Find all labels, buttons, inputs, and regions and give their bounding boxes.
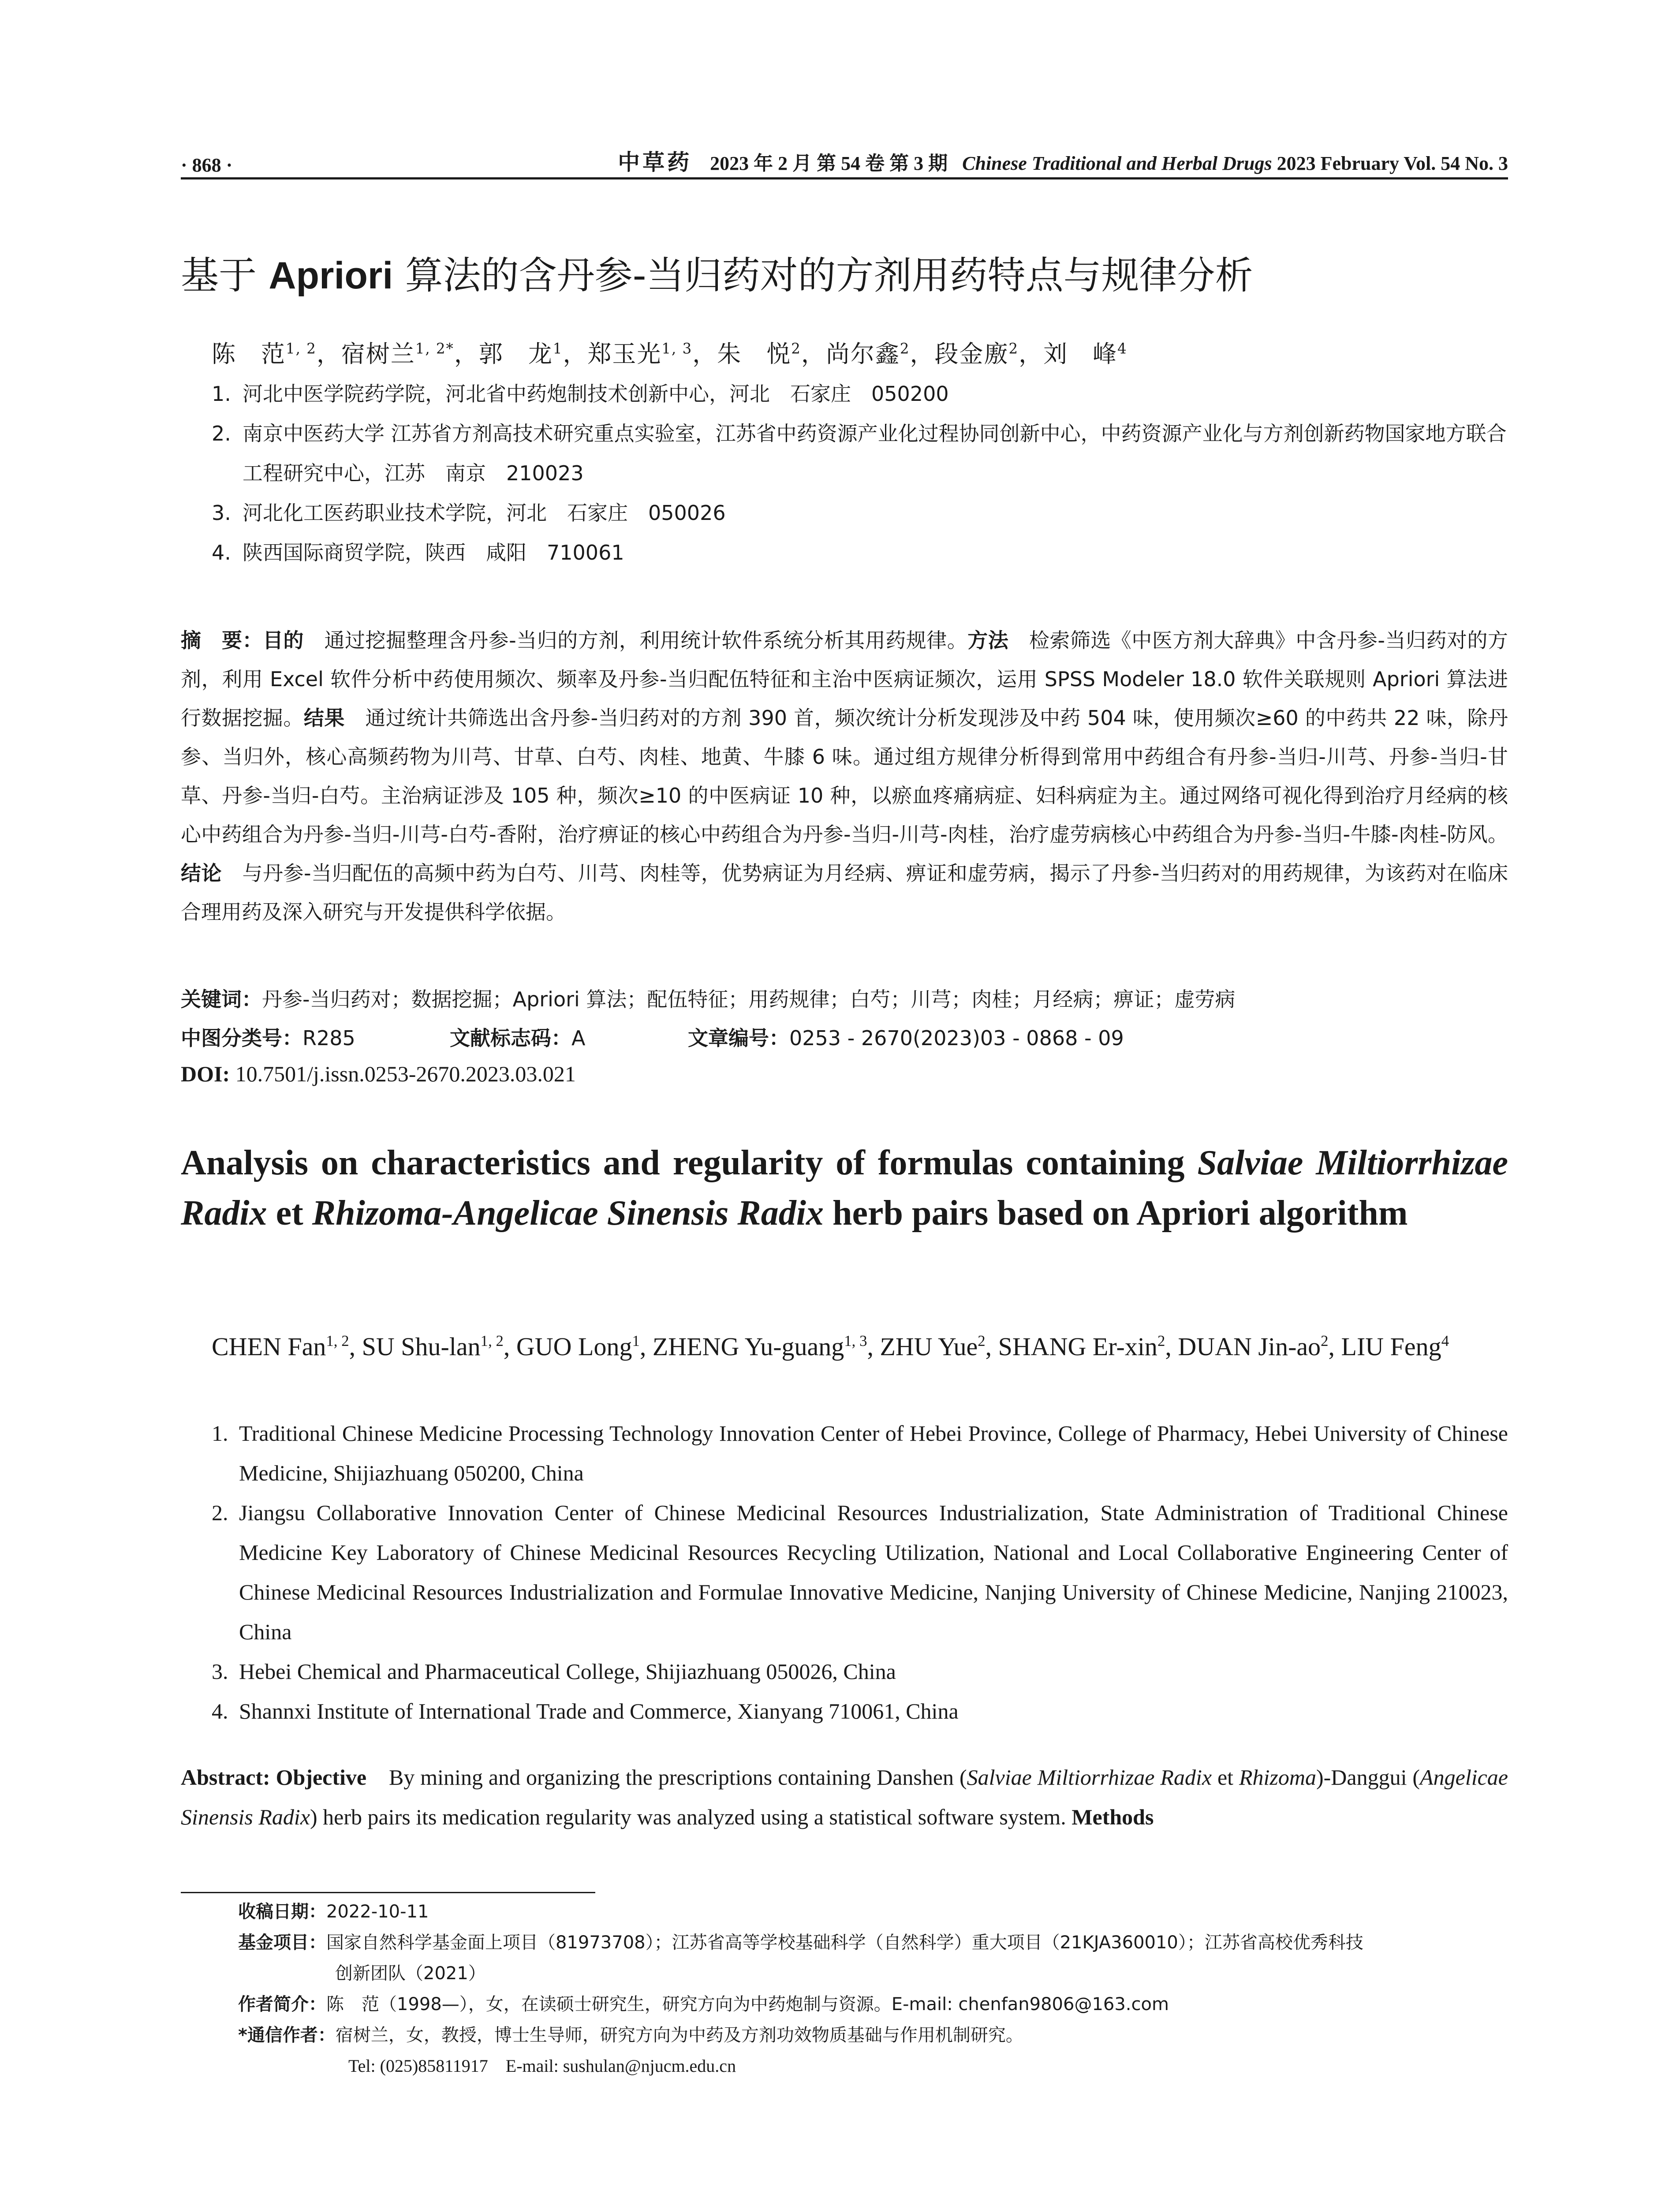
author-affiliation-marker: 1, 2 [286, 340, 317, 357]
author-affiliation-marker: 2 [900, 340, 910, 357]
author-name: 段金廒 [934, 340, 1009, 368]
author-affiliation-marker: 4 [1117, 340, 1127, 357]
author-affiliation-marker: 1, 3 [661, 340, 693, 357]
author-affiliation-marker: 1, 2 [480, 1332, 504, 1350]
author-name: 陈 范 [212, 340, 286, 368]
footnote-fund: 基金项目：国家自然科学基金面上项目（81973708）；江苏省高等学校基础科学（自然科学）重大项目（21KJA360010）；江苏省高校优秀科技 创新团队（2021） [238, 1932, 1363, 1984]
page-number: · 868 · [181, 154, 233, 176]
author-affiliation-marker: 1, 2 [326, 1332, 349, 1350]
author-name: GUO Long [516, 1332, 632, 1361]
affiliation-en-1: 1. Traditional Chinese Medicine Processing Technology Innovation Center of Hebei Province, College of Pharmacy, Hebei University of Chinese Medicine, Shijiazhuang 050200, China [212, 1421, 1508, 1485]
affiliation-en-3: 3. Hebei Chemical and Pharmaceutical College, Shijiazhuang 050026, China [212, 1659, 896, 1684]
footnote-received: 收稿日期：2022-10-11 [238, 1902, 429, 1922]
author-affiliation-marker: 1, 3 [844, 1332, 867, 1350]
author-affiliation-marker: 2 [1321, 1332, 1329, 1350]
header-rule [181, 177, 1508, 179]
title-cn: 基于 Apriori 算法的含丹参-当归药对的方剂用药特点与规律分析 [181, 254, 1253, 298]
affiliation-cn-2: 2. 南京中医药大学 江苏省方剂高技术研究重点实验室，江苏省中药资源产业化过程协同创新中心，中药资源产业化与方剂创新药物国家地方联合工程研究中心，江苏 南京 210023 [212, 422, 1507, 485]
doi-line: DOI: 10.7501/j.issn.0253-2670.2023.03.021 [181, 1061, 576, 1086]
journal-name-en: Chinese Traditional and Herbal Drugs [962, 153, 1272, 174]
footnote-rule [181, 1892, 595, 1893]
running-header [181, 141, 1508, 179]
author-name: SHANG Er-xin [998, 1332, 1157, 1361]
affiliation-cn-1: 1. 河北中医学院药学院，河北省中药炮制技术创新中心，河北 石家庄 050200 [212, 382, 949, 406]
paper-page [181, 0, 1508, 2205]
keywords-cn: 关键词：丹参-当归药对；数据挖掘；Apriori 算法；配伍特征；用药规律；白芍；川芎；肉桂；月经病；痹证；虚劳病 [181, 987, 1236, 1011]
author-name: 郑玉光 [587, 340, 662, 368]
authors-cn: 陈 范$^{1, 2}$，宿树兰$^{1, 2*}$，郭 龙$^1$，郑玉光$^{1, 3}$，朱 悦$^2$，尚尔鑫$^2$，段金廒$^2$，刘 峰$^4$ [212, 340, 1127, 368]
author-name: SU Shu-lan [362, 1332, 481, 1361]
author-affiliation-marker: 2 [1008, 340, 1019, 357]
authors-en: CHEN Fan$^{1, 2}$, SU Shu-lan$^{1, 2}$, GUO Long$^1$, ZHENG Yu-guang$^{1, 3}$, ZHU Yue$^2$, SHANG Er-xin$^2$, DUAN Jin-$ao^2$, LIU Feng$^4$ [212, 1332, 1449, 1361]
footnote-author: 作者简介：陈 范（1998—），女，在读硕士研究生，研究方向为中药炮制与资源。E-mail: chenfan9806@163.com [238, 1994, 1169, 2014]
author-affiliation-marker: 2 [791, 340, 801, 357]
journal-line [618, 145, 1508, 176]
footnote-corresponding: *通信作者：宿树兰，女，教授，博士生导师，研究方向为中药及方剂功效物质基础与作用机制研究。 Tel: (025)85811917 E-mail: sushulan@njucm.edu.cn [238, 2025, 1023, 2076]
affiliation-cn-4: 4. 陕西国际商贸学院，陕西 咸阳 710061 [212, 541, 624, 564]
author-name: 宿树兰 [341, 340, 415, 368]
author-affiliation-marker: 1, 2* [415, 340, 454, 357]
author-name: 刘 峰 [1043, 340, 1118, 368]
affiliation-cn-3: 3. 河北化工医药职业技术学院，河北 石家庄 050026 [212, 501, 726, 525]
author-name: 尚尔鑫 [825, 340, 900, 368]
issue-cn: 2023 年 2 月 第 54 卷 第 3 期 [710, 153, 948, 174]
author-name: ZHU Yue [880, 1332, 978, 1361]
author-name: LIU Feng [1341, 1332, 1441, 1361]
abstract-en: Abstract: Objective By mining and organizing the prescriptions containing Danshen (Salviae Miltiorrhizae Radix et Rhizoma)-Danggui (Angelicae Sinensis Radix) herb pairs its medication regularity was analyzed using a statistical software system. Methods [181, 1765, 1508, 1829]
issue-en: 2023 February Vol. 54 No. 3 [1277, 153, 1508, 174]
doi-link[interactable]: 10.7501/j.issn.0253-2670.2023.03.021 [235, 1061, 576, 1086]
classification-line: 中图分类号：R285 文献标志码：A 文章编号：0253 - 2670(2023)03 - 0868 - 09 [181, 1026, 1124, 1050]
journal-name-cn: 中草药 [618, 149, 692, 175]
author-affiliation-marker: 2 [978, 1332, 986, 1350]
author-name: 郭 龙 [478, 340, 553, 368]
author-affiliation-marker: 4 [1441, 1332, 1449, 1350]
abstract-cn: 摘 要：目的 通过挖掘整理含丹参-当归的方剂，利用统计软件系统分析其用药规律。方法 检索筛选《中医方剂大辞典》中含丹参-当归药对的方剂，利用 Excel 软件分析中药使用频次、频率及丹参-当归配伍特征和主治中医病证频次，运用 SPSS Modeler 18.0 软件关联规则 Apriori 算法进行数据挖掘。结果 通过统计共筛选出含丹参-当归药对的方剂 390 首，频次统计分析发现涉及中药 504 味，使用频次≥60 的中药共 22 味，除丹参、当归外，核心高频药物为川芎、甘草、白芍、肉桂、地黄、牛膝 6 味。通过组方规律分析得到常用中药组合有丹参-当归-川芎、丹参-当归-甘草、丹参-当归-白芍。主治病证涉及 105 种，频次≥10 的中医病证 10 种，以瘀血疼痛病症、妇科病症为主。通过网络可视化得到治疗月经病的核心中药组合为丹参-当归-川芎-白芍-香附，治疗痹证的核心中药组合为丹参-当归-川芎-肉桂，治疗虚劳病核心中药组合为丹参-当归-牛膝-肉桂-防风。结论 与丹参-当归配伍的高频中药为白芍、川芎、肉桂等，优势病证为月经病、痹证和虚劳病，揭示了丹参-当归药对的用药规律，为该药对在临床合理用药及深入研究与开发提供科学依据。 [181, 628, 1508, 924]
affiliation-en-4: 4. Shannxi Institute of International Trade and Commerce, Xianyang 710061, China [212, 1699, 959, 1723]
author-name: DUAN Jin-ao [1178, 1332, 1321, 1361]
author-affiliation-marker: 1 [632, 1332, 640, 1350]
author-name: 朱 悦 [717, 340, 791, 368]
author-affiliation-marker: 2 [1157, 1332, 1165, 1350]
title-en: Analysis on characteristics and regularity of formulas containing Salviae Miltiorrhizae Radix et Rhizoma-Angelicae Sinensis Radix herb pairs based on Apriori algorithm [181, 1144, 1508, 1233]
author-affiliation-marker: 1 [553, 340, 563, 357]
author-name: CHEN Fan [212, 1332, 326, 1361]
author-name: ZHENG Yu-guang [652, 1332, 844, 1361]
affiliation-en-2: 2. Jiangsu Collaborative Innovation Center of Chinese Medicinal Resources Industrialization, State Administration of Traditional Chinese Medicine Key Laboratory of Chinese Medicinal Resources Recycling Utilization, National and Local Collaborative Engineering Center of Chinese Medicinal Resources Industrialization and Formulae Innovative Medicine, Nanjing University of Chinese Medicine, Nanjing 210023, China [212, 1500, 1508, 1644]
